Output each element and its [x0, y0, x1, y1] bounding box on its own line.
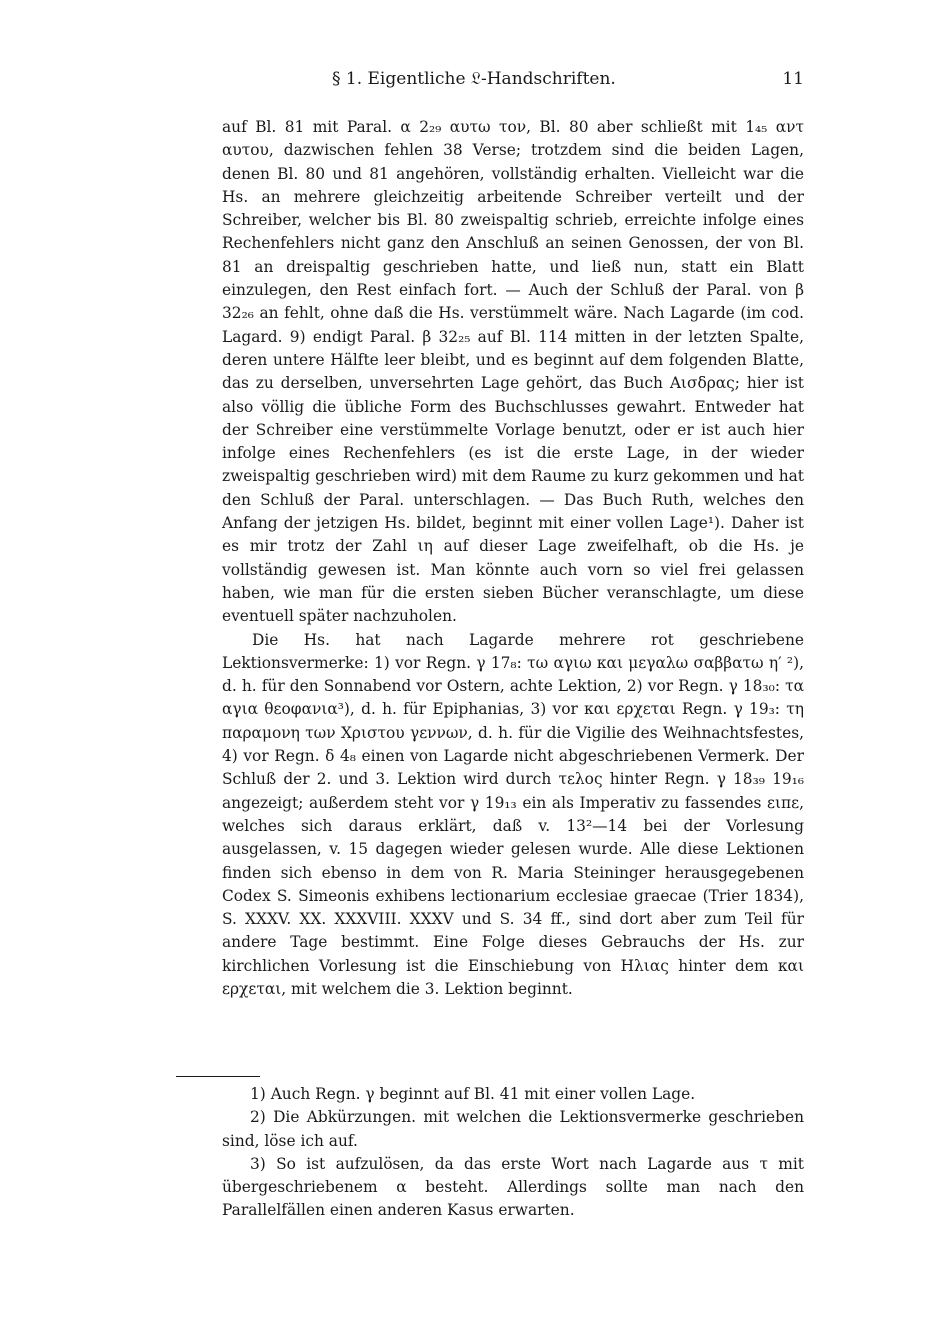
paragraph-2: Die Hs. hat nach Lagarde mehrere rot geschriebene Lektionsvermerke: 1) vor Regn. γ 17₈: τω αγιω και μεγαλω σαββατω η′ ²), d. h. für den Sonnabend vor Ostern, achte Lektion, 2) vor Regn. γ 18₃₀: τα αγια θεοφανια³), d. h. für Epiphanias, 3) vor και ερχεται Regn. γ 19₃: τη παραμονη των Χριστου γεννων, d. h. für die Vigilie des Weihnachtsfestes, 4) vor Regn. δ 4₈ einen von Lagarde nicht abgeschriebenen Vermerk. Der Schluß der 2. und 3. Lektion wird durch τελος hinter Regn. γ 18₃₉ 19₁₆ angezeigt; außerdem steht vor γ 19₁₃ ein als Imperativ zu fassendes ειπε, welches sich daraus erklärt, daß v. 13²—14 bei der Vorlesung ausgelassen, v. 15 dagegen wieder gelesen wurde. Alle diese Lektionen finden sich ebenso in dem von R. Maria Steininger herausgegebenen Codex S. Simeonis exhibens lectionarium ecclesiae graecae (Trier 1834), S. XXXV. XX. XXXVIII. XXXV und S. 34 ff., sind dort aber zum Teil für andere Tage bestimmt. Eine Folge dieses Gebrauchs der Hs. zur kirchlichen Vorlesung ist die Einschiebung von Ηλιας hinter dem και ερχεται, mit welchem die 3. Lektion beginnt. — [222, 630, 804, 998]
paragraph-1: auf Bl. 81 mit Paral. α 2₂₉ αυτω τον, Bl. 80 aber schließt mit 1₄₅ αντ αυτου, dazwischen fehlen 38 Verse; trotzdem sind die beiden Lagen, denen Bl. 80 und 81 angehören, vollständig erhalten. Vielleicht war die Hs. an mehrere gleichzeitig arbeitende Schreiber verteilt und der Schreiber, welcher bis Bl. 80 zweispaltig schrieb, erreichte infolge eines Rechenfehlers nicht ganz den Anschluß an seinen Genossen, der von Bl. 81 an dreispaltig geschrieben hatte, und ließ nun, statt ein Blatt einzulegen, den Rest einfach fort. — Auch der Schluß der Paral. von β 32₂₆ an fehlt, ohne daß die Hs. verstümmelt wäre. Nach Lagarde (im cod. Lagard. 9) endigt Paral. β 32₂₅ auf Bl. 114 mitten in der letzten Spalte, deren untere Hälfte leer bleibt, und es beginnt auf dem folgenden Blatte, das zu derselben, unversehrten Lage gehört, das Buch Αισδρας; hier ist also völlig die übliche Form des Buchschlusses gewahrt. Entweder hat der Schreiber eine verstümmelte Vorlage benutzt, oder er ist auch hier infolge eines Rechenfehlers (es ist die erste Lage, in der wieder zweispaltig geschrieben wird) mit dem Raume zu kurz gekommen und hat den Schluß der Paral. unterschlagen. — Das Buch Ruth, welches den Anfang der jetzigen Hs. bildet, beginnt mit einer vollen Lage¹). Daher ist es mir trotz der Zahl ιη auf dieser Lage zweifelhaft, ob die Hs. je vollständig gewesen ist. Man könnte auch vorn so viel frei gelassen haben, wie man für die ersten sieben Bücher veranschlagte, um diese eventuell später nachzuholen. — [222, 118, 804, 626]
footnotes — [222, 1083, 804, 1223]
footnote-divider — [176, 1076, 260, 1077]
footnote-3: 3) So ist aufzulösen, da das erste Wort nach Lagarde aus τ mit übergeschriebenem α besteht. Allerdings sollte man nach den Parallelfällen einen anderen Kasus erwarten. — [222, 1154, 804, 1220]
footnote-1: 1) Auch Regn. γ beginnt auf Bl. 41 mit einer vollen Lage. — [250, 1085, 696, 1103]
running-header — [222, 66, 804, 92]
page-number: 11 — [782, 69, 804, 89]
footnote-2: 2) Die Abkürzungen. mit welchen die Lektionsvermerke geschrieben sind, löse ich auf. — [222, 1108, 804, 1150]
running-title: § 1. Eigentliche 𝔏-Handschriften. — [332, 69, 616, 89]
body-text — [222, 116, 804, 1001]
